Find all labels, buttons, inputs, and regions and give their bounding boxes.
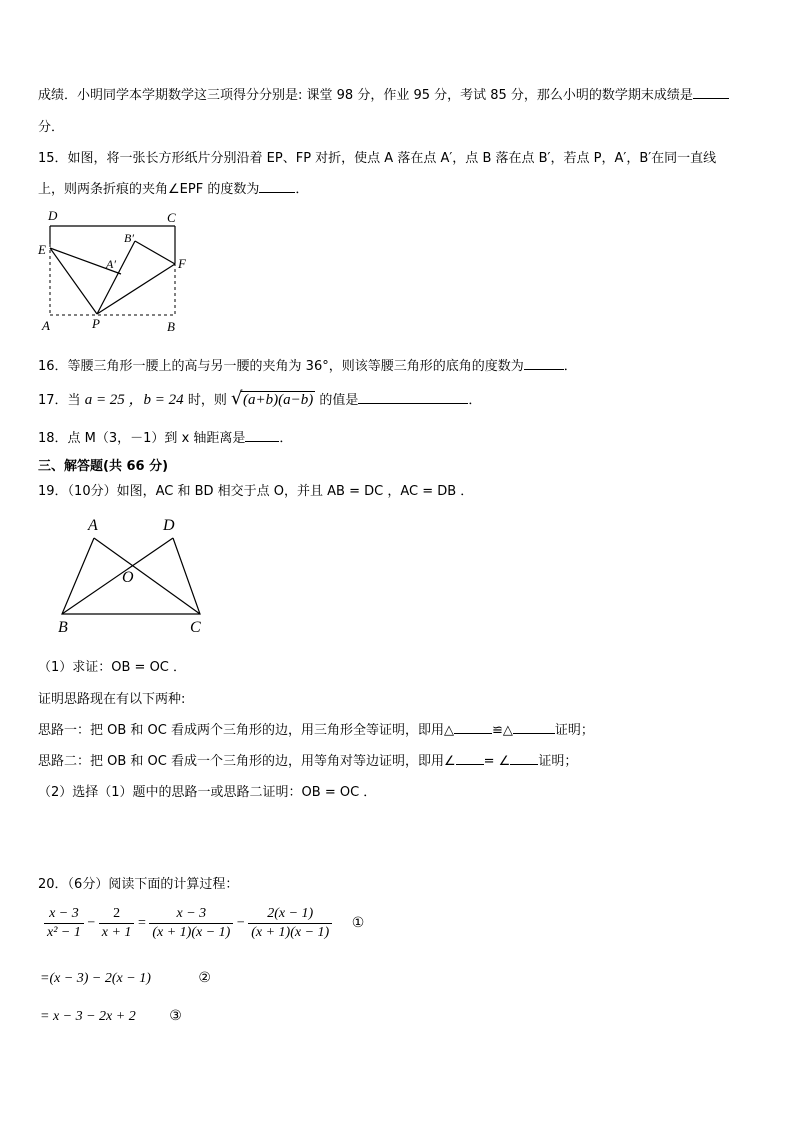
q17-sqrt <box>230 388 315 409</box>
q20-frac1 <box>44 906 84 941</box>
q19-idea1-text: 思路一：把 OB 和 OC 看成两个三角形的边，用三角形全等证明，即用△ <box>38 723 454 738</box>
q20-frac2 <box>99 906 135 941</box>
q20-step2-marker: ② <box>198 970 211 986</box>
q15-end: ． <box>295 182 309 197</box>
section3-title: 三、解答题(共 66 分) <box>38 459 169 474</box>
q15-answer-blank[interactable] <box>259 180 295 193</box>
q19-label-o: O <box>122 569 134 586</box>
q19-idea1-blank2[interactable] <box>513 721 555 734</box>
q19-label-d: D <box>163 517 175 534</box>
q17-prefix: 17．当 <box>38 393 81 408</box>
q20-step1-marker: ① <box>351 914 365 931</box>
q18-answer-blank[interactable] <box>245 429 279 442</box>
q20-step3 <box>40 1008 182 1025</box>
q17-mid: 时，则 <box>187 393 227 408</box>
q19-idea1-congruent: ≌△ <box>492 723 513 738</box>
q15-label-a1: A′ <box>106 257 116 271</box>
q18-text: 18．点 M（3，－1）到 x 轴距离是 <box>38 431 246 446</box>
q20-text: 20．（6分）阅读下面的计算过程： <box>38 877 239 892</box>
q15-label-p: P <box>92 316 100 331</box>
q20-frac2-num: 2 <box>99 906 135 924</box>
q19-idea2-end: 证明； <box>538 754 578 769</box>
q15-label-d: D <box>48 208 58 223</box>
q20-frac1-num: x − 3 <box>44 906 84 924</box>
q19-idea2-text: 思路二：把 OB 和 OC 看成一个三角形的边，用等角对等边证明，即用∠ <box>38 754 456 769</box>
q19-label-a: A <box>88 517 98 534</box>
q15-figure <box>34 206 194 334</box>
q16-answer-blank[interactable] <box>524 357 564 370</box>
q20-line2: =(x − 3) − 2(x − 1) <box>40 971 151 986</box>
q20-frac1-den: x² − 1 <box>47 925 81 940</box>
q15-fold-ep <box>50 248 97 314</box>
q14-line1 <box>38 84 729 103</box>
q19-part2: （2）选择（1）题中的思路一或思路二证明：OB = OC ． <box>38 785 377 800</box>
q15-label-c: C <box>167 210 176 225</box>
q15-edge-b1f <box>135 241 175 264</box>
q20-frac4 <box>248 906 332 941</box>
q15-label-b: B <box>167 319 175 334</box>
q16-line <box>38 355 577 374</box>
q17-condition: a = 25 ，b = 24 <box>84 392 184 408</box>
q15-line-pb1 <box>97 241 135 314</box>
q14-answer-blank[interactable] <box>693 86 729 99</box>
q17-answer-blank[interactable] <box>358 391 468 404</box>
q15-line2 <box>38 178 308 197</box>
q19-idea1-blank1[interactable] <box>454 721 492 734</box>
q20-step3-marker: ③ <box>169 1008 182 1024</box>
q17-radicand: (a+b)(a−b) <box>242 392 314 408</box>
q19-text: 19．（10分）如图，AC 和 BD 相交于点 O，并且 AB = DC ，AC = DB ． <box>38 484 474 499</box>
q15-label-e: E <box>38 242 46 257</box>
q20-step1 <box>44 906 364 941</box>
q19-label-b: B <box>58 619 68 636</box>
q17-radical-icon: √ <box>230 388 243 409</box>
q14-text: 成绩．小明同学本学期数学这三项得分分别是: 课堂 98 分，作业 95 分，考试 85 分，那么小明的数学期末成绩是 <box>38 88 693 103</box>
q19-line-ac <box>94 538 200 614</box>
q17-line <box>38 388 481 409</box>
q19-idea2-blank1[interactable] <box>456 752 484 765</box>
q15-fold-fp <box>97 264 175 314</box>
q15-label-b1: B′ <box>124 231 134 245</box>
q19-idea2-blank2[interactable] <box>510 752 538 765</box>
q19-idea1-end: 证明； <box>554 723 594 738</box>
q17-end: ． <box>468 393 482 408</box>
q19-idea2 <box>38 750 577 769</box>
q19-part1: （1）求证：OB = OC ． <box>38 660 187 675</box>
q14-line2: 分． <box>38 120 65 135</box>
q20-equals: = <box>137 915 146 931</box>
q20-minus2: − <box>236 915 245 931</box>
q17-suffix: 的值是 <box>319 393 359 408</box>
q15-line1: 15．如图，将一张长方形纸片分别沿着 EP、FP 对折，使点 A 落在点 A′，点 B 落在点 B′，若点 P，A′，B′在同一直线 <box>38 151 717 166</box>
q18-line <box>38 427 292 446</box>
q16-text: 16．等腰三角形一腰上的高与另一腰的夹角为 36°，则该等腰三角形的底角的度数为 <box>38 359 524 374</box>
q20-frac3-num: x − 3 <box>149 906 233 924</box>
q15-label-a: A <box>42 318 50 333</box>
q19-idea1 <box>38 719 594 738</box>
q20-minus1: − <box>87 915 96 931</box>
q20-step2 <box>40 970 211 987</box>
q18-end: ． <box>279 431 293 446</box>
q19-label-c: C <box>190 619 201 636</box>
q16-end: ． <box>563 359 577 374</box>
q19-intro: 证明思路现在有以下两种: <box>38 692 186 707</box>
q20-line3: = x − 3 − 2x + 2 <box>40 1009 136 1024</box>
q20-frac3 <box>149 906 233 941</box>
q20-frac3-den: (x + 1)(x − 1) <box>152 925 231 940</box>
q19-idea2-equals: = ∠ <box>483 754 511 769</box>
q20-frac4-num: 2(x − 1) <box>248 906 332 924</box>
q15-text: 上，则两条折痕的夹角∠EPF 的度数为 <box>38 182 260 197</box>
q20-frac4-den: (x + 1)(x − 1) <box>251 925 330 940</box>
q20-frac2-den: x + 1 <box>101 925 132 940</box>
q15-label-f: F <box>178 256 186 271</box>
q19-figure <box>52 512 212 637</box>
